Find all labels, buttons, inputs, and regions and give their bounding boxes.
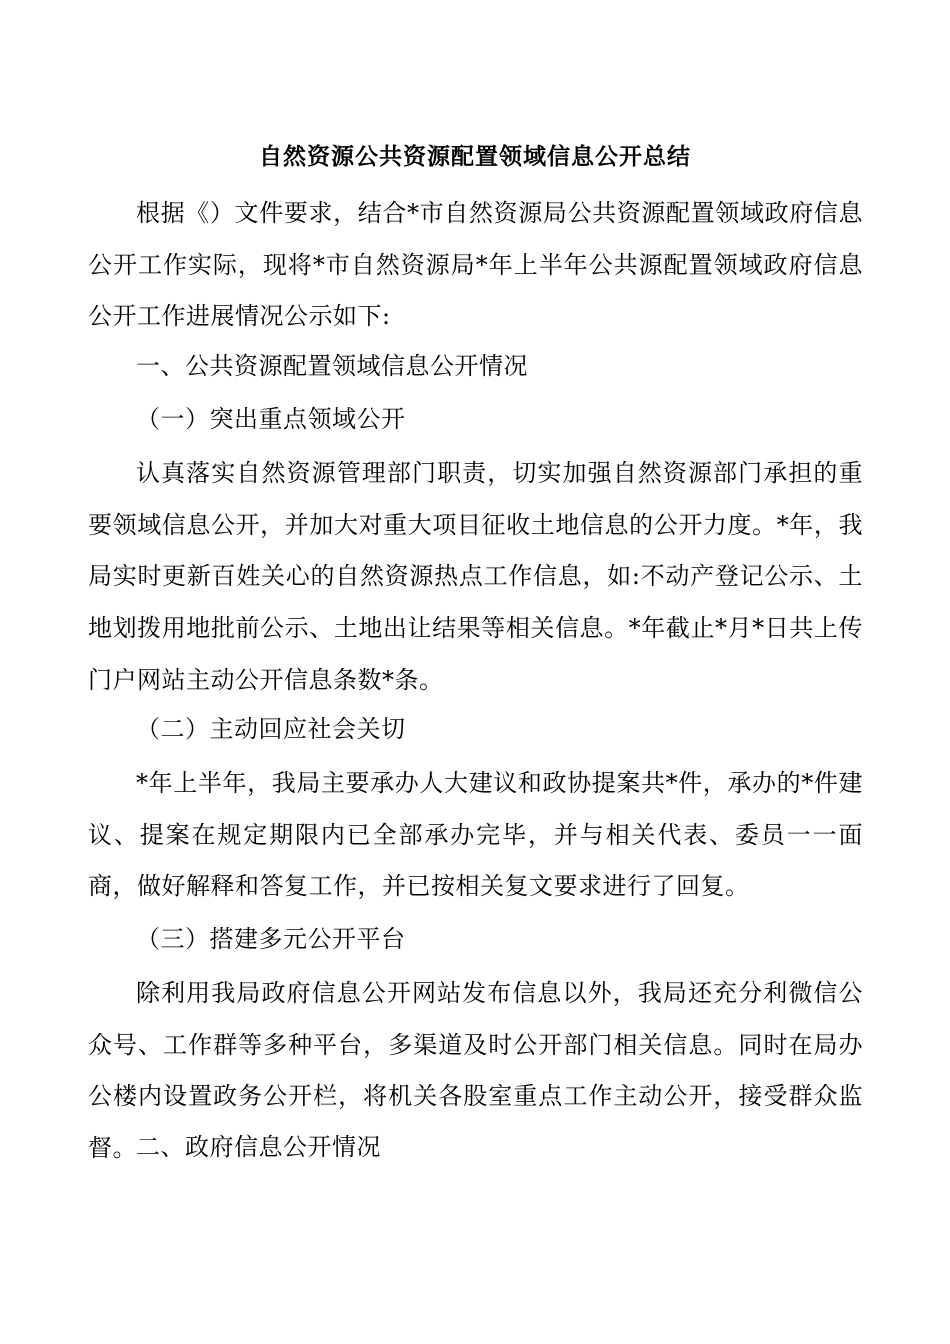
document-title: 自然资源公共资源配置领域信息公开总结 [259, 143, 691, 170]
intro-paragraph: 根据《）文件要求，结合*市自然资源局公共资源配置领域政府信息公开工作实际，现将*市自然资源局*年上半年公共源配置领域政府信息公开工作进展情况公示如下: [88, 199, 863, 331]
subsection-3-paragraph: 除利用我局政府信息公开网站发布信息以外，我局还充分利微信公众号、工作群等多种平台，多渠道及时公开部门相关信息。同时在局办公楼内设置政务公开栏，将机关各股室重点工作主动公开，接受群众监督。 [88, 979, 863, 1163]
subsection-1-heading: （一）突出重点领域公开 [136, 405, 406, 433]
subsection-1-paragraph: 认真落实自然资源管理部门职责，切实加强自然资源部门承担的重要领域信息公开，并加大对重大项目征收土地信息的公开力度。*年，我局实时更新百姓关心的自然资源热点工作信息，如:不动产登记公示、土地划拨用地批前公示、土地出让结果等相关信息。*年截止*月*日共上传门户网站主动公开信息条数*条。 [88, 459, 863, 694]
subsection-3-heading: （三）搭建多元公开平台 [136, 925, 406, 953]
section-2-heading: 二、政府信息公开情况 [136, 1133, 381, 1161]
subsection-2-heading: （二）主动回应社会关切 [136, 715, 406, 743]
subsection-2-paragraph: *年上半年，我局主要承办人大建议和政协提案共*件，承办的*件建议、提案在规定期限内已全部承办完毕，并与相关代表、委员一一面商，做好解释和答复工作，并已按相关复文要求进行了回复。 [88, 769, 863, 901]
section-1-heading: 一、公共资源配置领域信息公开情况 [136, 352, 528, 380]
